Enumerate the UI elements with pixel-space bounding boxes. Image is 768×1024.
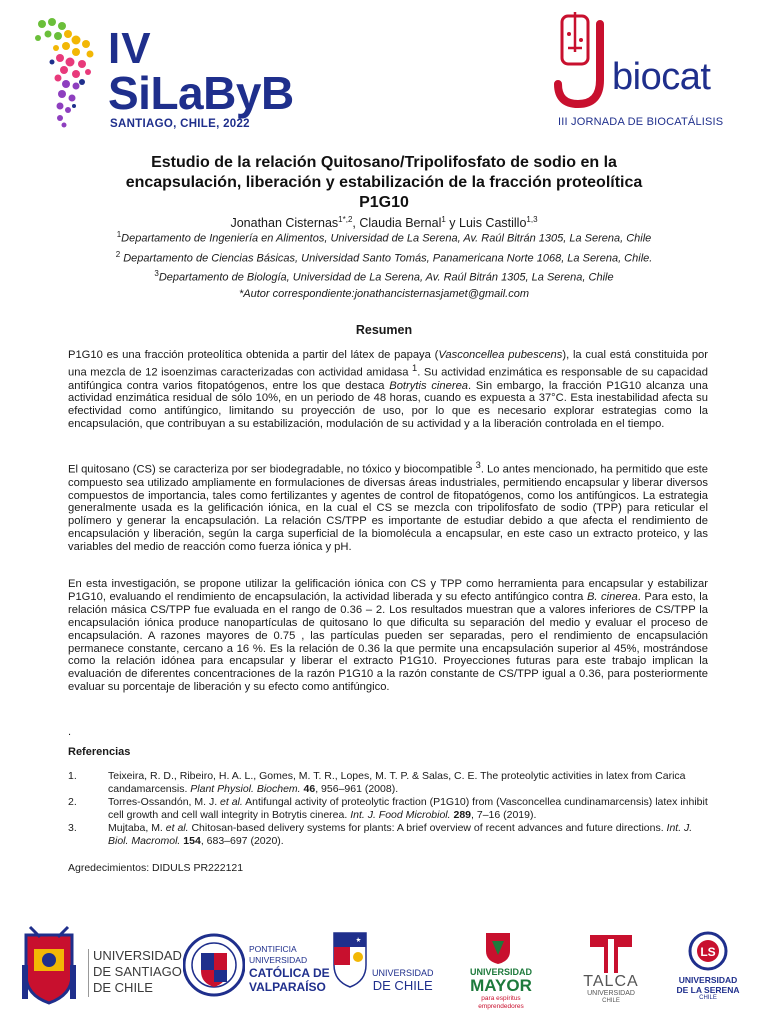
title-line: Estudio de la relación Quitosano/Tripolifosfato de sodio en la: [151, 154, 617, 171]
silabyb-logo: [30, 12, 320, 132]
uchile-name-line: DE CHILE: [372, 978, 433, 993]
reference-item: [68, 796, 708, 821]
reference-text: , 956–961 (2008).: [315, 782, 399, 795]
utalca-name-line: CHILE: [602, 998, 620, 1004]
congress-number: IV: [108, 24, 152, 73]
page-header: [0, 0, 768, 140]
userena-name-line: DE LA SERENA: [676, 985, 740, 995]
et-al: et al.: [220, 796, 243, 809]
abstract-paragraph: [68, 578, 708, 694]
pucv-seal-icon: [183, 931, 245, 999]
species-name: Botrytis cinerea: [389, 379, 469, 392]
affiliation-text: Departamento de Ingeniería en Alimentos, Universidad de La Serena, Av. Raúl Bitrán 1305, La Serena, Chile: [121, 232, 652, 245]
text-run: . Su actividad enzimática es responsable de su capacidad antifúngica contra varios fitopatógenos, entre los que destaca: [68, 366, 708, 392]
author-affiliation-mark: 1: [441, 215, 446, 224]
usach-crest-icon: [20, 925, 78, 1005]
logo-divider: [88, 949, 89, 997]
text-run: . Sin embargo, la fracción P1G10 alcanza una actividad enzimática residual de sólo 10%, en un periodo de 48 horas, cuando es expuesta a 37°C. Esta inestabilidad afecta su efectividad como antifúngico, limitando su proyección de uso, por lo que es necesario explorar estrategias como la encapsulación, que contribuyan a su estabilización, modulación de su actividad y a la liberación controlada en el tiempo.: [68, 379, 708, 431]
biocat-name: biocat: [612, 56, 711, 98]
reference-text: Chitosan-based delivery systems for plants: A brief overview of recent advances and future directions.: [188, 822, 667, 835]
species-name: B. cinerea: [586, 590, 638, 603]
reference-number: 2.: [68, 796, 77, 809]
latin-america-dot-map-icon: [30, 12, 110, 132]
text-run: En esta investigación, se propone utilizar la gelificación iónica con CS y TPP como herramienta para encapsular y estabilizar P1G10, evaluando el rendimiento de encapsulación, la actividad liberada y su efecto antifúngico contra: [68, 578, 708, 603]
reference-number: 1.: [68, 770, 77, 782]
affiliation-number: 3: [154, 269, 159, 279]
userena-name-line: UNIVERSIDAD: [678, 975, 738, 985]
author-name: Jonathan Cisternas: [230, 216, 339, 231]
congress-location: SANTIAGO, CHILE, 2022: [110, 118, 250, 130]
author-affiliation-mark: 1,3: [526, 215, 538, 224]
biocat-subtitle: III JORNADA DE BIOCATÁLISIS: [558, 116, 724, 128]
bioreactor-j-icon: [552, 12, 616, 112]
pucv-name-line: UNIVERSIDAD: [249, 955, 308, 965]
umayor-name-line: MAYOR: [470, 976, 532, 995]
usach-name-line: DE CHILE: [93, 980, 153, 995]
usach-name-line: DE SANTIAGO: [93, 964, 182, 979]
umayor-name-line: para espíritus emprendedores: [478, 995, 524, 1010]
biocat-logo: [552, 12, 752, 132]
affiliation-list: [60, 227, 708, 286]
uchile-name-line: UNIVERSIDAD: [372, 968, 434, 978]
author-affiliation-mark: 1*,2: [338, 215, 353, 224]
journal-volume: 289: [453, 808, 472, 821]
reference-list: [68, 770, 708, 849]
text-run: . Lo antes mencionado, ha permitido que este compuesto sea utilizado ampliamente en formulaciones de diversas áreas industriales, permitiendo encapsular y liberar diversos compuestos de importancia, tales como fertilizantes y agentes de control de fitopatógenos, como los antifúngicos. La estrategia generalmente usada es la gelificación iónica, en la cual el CS se mezcla con tripolifosfato de sodio (TPP) para reticular el polímero y generar la encapsulación. La relación CS/TPP es importante de estudiar debido a que afecta el rendimiento de encapsulación y liberación, según la carga superficial de la biomolécula a encapsular, en este caso un extracto proteico, y las variables del medio de reacción como fuerza iónica y pH.: [68, 463, 708, 554]
author-separator: y: [445, 216, 460, 231]
pucv-name-line: VALPARAÍSO: [249, 980, 326, 994]
reference-item: [68, 770, 708, 795]
journal-name: Plant Physiol. Biochem.: [190, 782, 301, 795]
svg-text:LS: LS: [700, 945, 716, 959]
reference-text: Antifungal activity of proteolytic fraction (P1G10) from (Vasconcellea cundinamarcensis) latex inhibit cell growth and cell wall integrity in Botrytis cinerea.: [108, 796, 708, 821]
reference-text: Torres-Ossandón, M. J.: [108, 796, 221, 809]
pucv-name-line: CATÓLICA DE: [249, 966, 330, 980]
pucv-name-line: PONTIFICIA: [249, 944, 297, 954]
affiliation: [60, 266, 708, 286]
title-line: encapsulación, liberación y estabilización de la fracción proteolítica: [125, 174, 643, 191]
corresponding-author: *Autor correspondiente:jonathancisternasjamet@gmail.com: [239, 288, 529, 300]
author-name: Claudia Bernal: [359, 216, 442, 231]
utalca-logo-icon: [590, 935, 632, 973]
acknowledgement: Agredecimientos: DIDULS PR222121: [68, 862, 244, 874]
abstract-paragraph: [68, 459, 708, 554]
uchile-crest-icon: [332, 929, 368, 989]
text-run: ), la cual está constituida por una mezcla de 12 isoenzimas caracterizadas con actividad amidasa: [68, 349, 709, 379]
umayor-name-line: UNIVERSIDAD: [469, 967, 532, 977]
journal-volume: 154: [183, 834, 201, 847]
userena-name: [666, 975, 750, 1002]
reference-number: 3.: [68, 822, 77, 835]
affiliation-text: Departamento de Ciencias Básicas, Universidad Santo Tomás, Panamericana Norte 1068, La Serena, Chile.: [123, 252, 653, 265]
reference-text: , 683–697 (2020).: [200, 834, 284, 847]
userena-name-line: CHILE: [699, 995, 717, 1001]
sponsor-logos: [0, 925, 768, 1010]
et-al: et al.: [165, 822, 189, 835]
author-separator: ,: [352, 216, 360, 231]
uchile-name: [372, 967, 434, 993]
journal-volume: 46: [303, 782, 316, 795]
citation-mark: 3: [475, 460, 481, 470]
affiliation-number: 1: [116, 230, 122, 239]
journal-name: Int. J. Biol. Macromol.: [108, 822, 693, 847]
userena-seal-icon: [688, 931, 728, 971]
pucv-name: [249, 944, 330, 994]
utalca-name-line: TALCA: [583, 973, 639, 990]
reference-text: , 7–16 (2019).: [471, 808, 537, 821]
reference-item: [68, 822, 708, 847]
references-heading: Referencias: [68, 746, 131, 758]
affiliation-text: Departamento de Biología, Universidad de La Serena, Av. Raúl Bitrán 1305, La Serena, Chile: [158, 271, 614, 284]
journal-name: Int. J. Food Microbiol.: [350, 808, 451, 821]
citation-mark: 1: [412, 362, 418, 373]
usach-name-line: UNIVERSIDAD: [93, 948, 182, 963]
species-name: Vasconcellea pubescens: [438, 349, 563, 361]
title-line: P1G10: [359, 194, 409, 211]
affiliation: [60, 247, 708, 267]
umayor-name: [458, 967, 544, 1011]
affiliation-number: 2: [115, 249, 121, 259]
utalca-name: [576, 973, 646, 1005]
stray-period: .: [68, 726, 72, 738]
author-name: Luis Castillo: [459, 216, 527, 231]
umayor-shield-icon: [484, 931, 512, 965]
abstract-heading: Resumen: [355, 323, 413, 337]
reference-text: Mujtaba, M.: [108, 822, 166, 835]
text-run: El quitosano (CS) se caracteriza por ser biodegradable, no tóxico y biocompatible: [68, 463, 476, 476]
text-run: P1G10 es una fracción proteolítica obtenida a partir del látex de papaya (: [68, 349, 439, 361]
text-run: . Para esto, la relación másica CS/TPP fue evaluada en el rango de 0.36 – 2. Los resultados muestran que a valores inferiores de CS/TPP la encapsulación iónica produce nanopartículas de quitosano lo que dificulta su separación del medio y evaluar el proceso de encapsulación. A razones mayores de 0.75 , las partículas pueden ser separadas, pero el rendimiento de encapsulación permanece constante, cercano a 16 %. Es la relación de 0.36 la que permite una encapsulación superior al 45%, mostrándose como la relación idónea para encapsular y liberar el extracto P1G10. Proyecciones futuras para este trabajo implican la evaluación de diferentes concentraciones de la razón P1G10 a la razón constante de CS/TPP igual a 0.36, para posteriormente evaluar su porcentaje de liberación y su efecto como antifúngico.: [68, 590, 709, 694]
congress-name: SiLaByB: [108, 67, 294, 119]
usach-name: [93, 948, 182, 996]
utalca-name-line: UNIVERSIDAD: [587, 990, 635, 997]
abstract-paragraph: [68, 349, 708, 431]
paper-title: [60, 153, 708, 213]
affiliation: [60, 227, 708, 247]
reference-text: Teixeira, R. D., Ribeiro, H. A. L., Gomes, M. T. R., Lopes, M. T. P. & Salas, C. E. The proteolytic activities in latex from Carica candamarcensis.: [108, 770, 686, 795]
